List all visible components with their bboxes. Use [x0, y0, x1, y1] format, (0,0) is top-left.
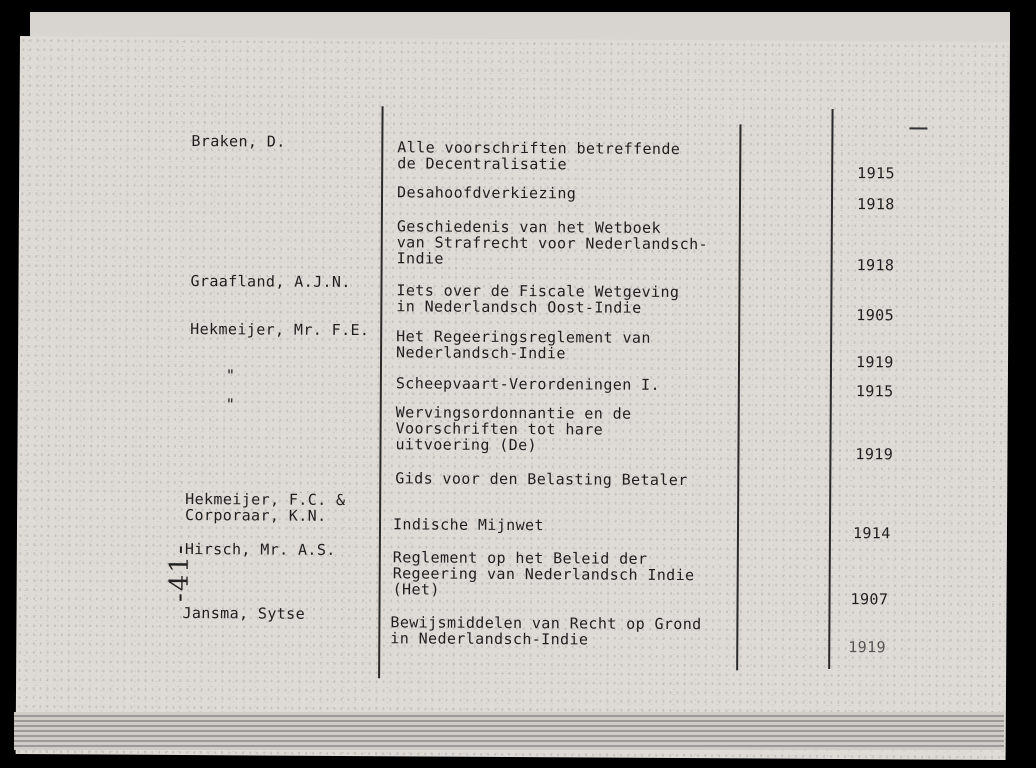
entry-year: 1919: [855, 353, 894, 372]
entry-year: 1918: [856, 195, 895, 214]
handwritten-page-number: -41-: [164, 543, 195, 603]
entry-author: Hekmeijer, F.C. & Corporaar, K.N.: [185, 490, 346, 525]
entry-author: Jansma, Sytse: [182, 604, 306, 623]
entry-author: Graafland, A.J.N.: [190, 272, 351, 292]
entry-year: 1919: [855, 445, 894, 464]
entry-year: 1914: [852, 524, 891, 543]
corner-mark: [909, 127, 927, 129]
entry-year: 1915: [857, 164, 895, 183]
entry-title: Gids voor den Belasting Betaler: [395, 469, 688, 490]
entry-title: Scheepvaart-Verordeningen I.: [395, 374, 660, 394]
entry-title: Reglement op het Beleid der Regeering van Nederlandsch Indie (Het): [392, 548, 695, 599]
entry-title: Desahoofdverkiezing: [396, 183, 577, 203]
entry-title: Alle voorschriften betreffende de Decentralisatie: [397, 138, 681, 174]
entry-year: 1907: [850, 590, 889, 609]
entry-author: Hekmeijer, Mr. F.E.: [190, 320, 370, 340]
stacked-page-edges: [14, 712, 1004, 750]
column-rule-title-blank: [736, 124, 741, 670]
entry-title: Iets over de Fiscale Wetgeving in Nederlandsch Oost-Indie: [396, 281, 680, 317]
entry-year: 1915: [855, 382, 894, 401]
column-rule-author-title: [378, 106, 383, 678]
entry-year: 1905: [856, 306, 895, 325]
entry-title: Het Regeeringsreglement van Nederlandsch-Indie: [396, 327, 651, 363]
entry-author: Hirsch, Mr. A.S.: [184, 540, 336, 559]
ditto-mark: ": [225, 366, 236, 385]
ditto-mark: ": [225, 395, 236, 414]
catalog-card: [16, 36, 1010, 760]
entry-title: Wervingsordonnantie en de Voorschriften tot hare uitvoering (De): [395, 403, 632, 455]
entry-title: Indische Mijnwet: [392, 515, 544, 535]
entry-year: 1919: [848, 638, 887, 657]
entry-author: Braken, D.: [191, 132, 286, 151]
entry-year: 1918: [856, 256, 895, 275]
entry-title: Bewijsmiddelen van Recht op Grond in Nederlandsch-Indie: [390, 613, 702, 649]
column-rule-blank-year: [828, 109, 833, 669]
entry-title: Geschiedenis van het Wetboek van Strafrecht voor Nederlandsch- Indie: [396, 217, 709, 268]
